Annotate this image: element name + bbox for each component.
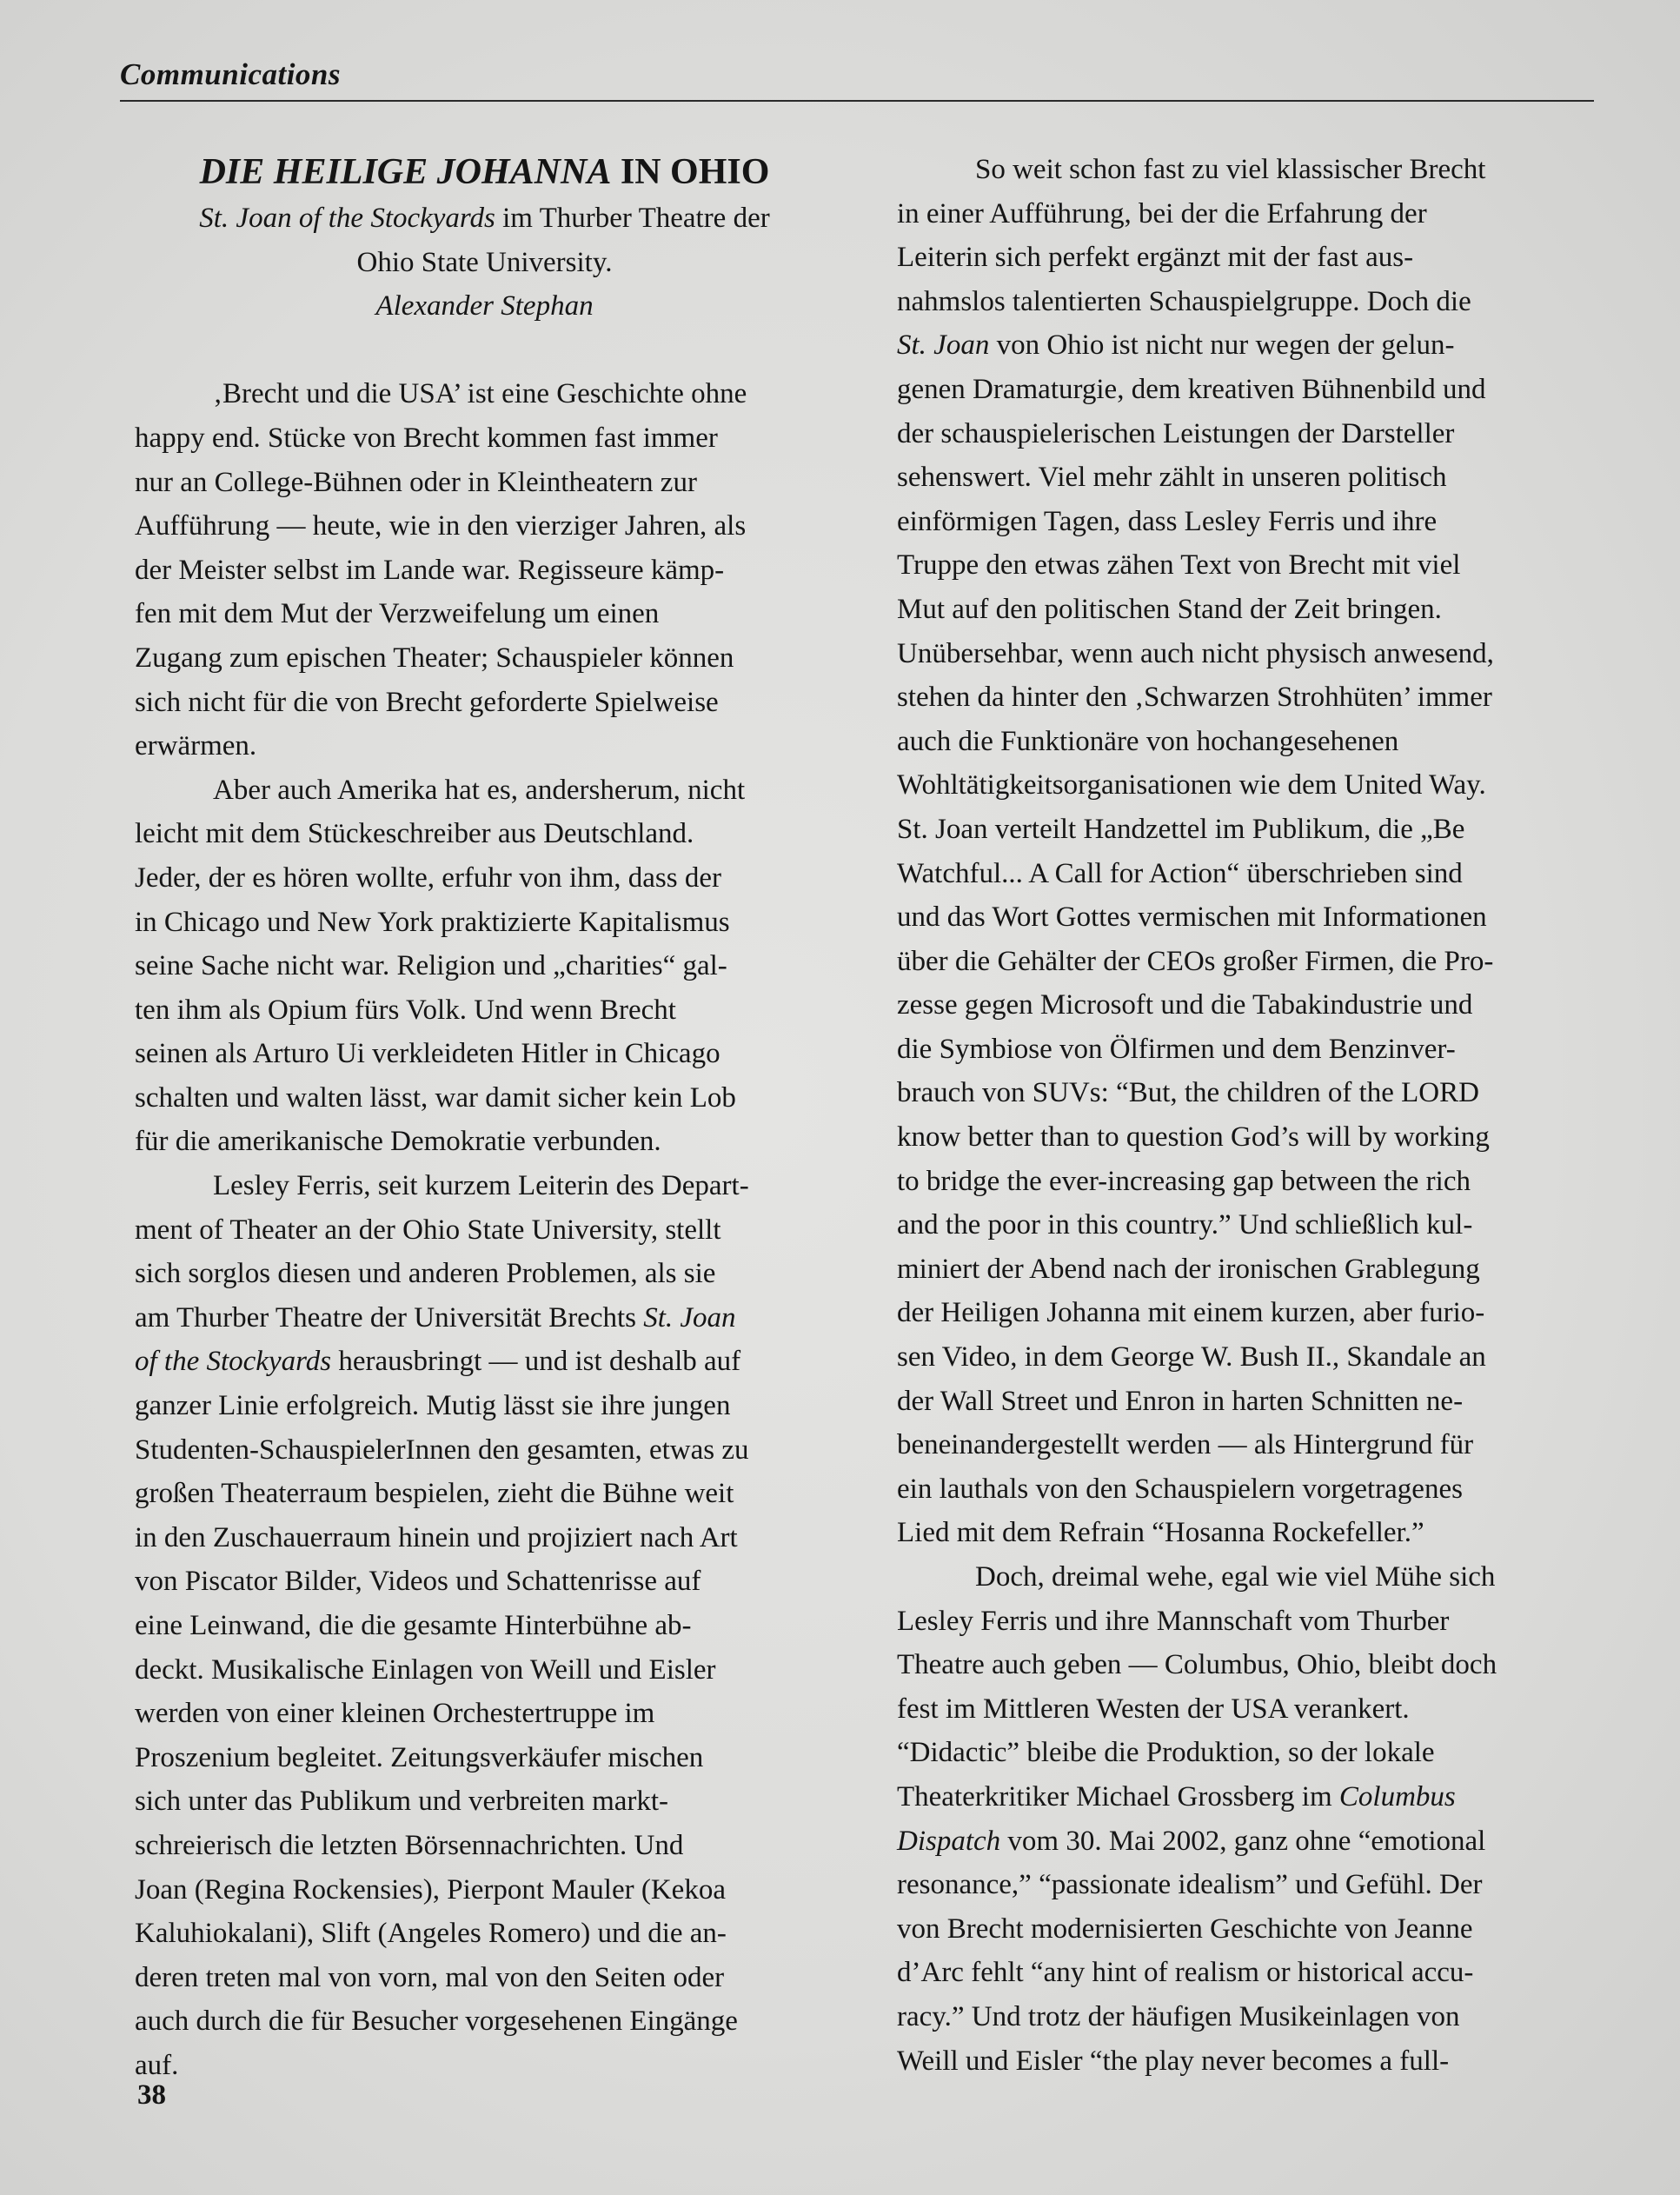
article-title-rest: IN OHIO (611, 152, 770, 192)
text-line: “Didactic” bleibe die Produktion, so der lokale (897, 1737, 1435, 1769)
text-line: in einer Aufführung, bei der die Erfahrung der (897, 197, 1427, 229)
text-line: eine Leinwand, die die gesamte Hinterbühne ab- (135, 1610, 692, 1641)
text-line: leicht mit dem Stückeschreiber aus Deutschland. (135, 818, 694, 850)
text-line: großen Theaterraum bespielen, zieht die Bühne weit (135, 1478, 734, 1510)
text-line: deren treten mal von vorn, mal von den Seiten oder (135, 1961, 725, 1993)
text-line: So weit schon fast zu viel klassischer Brecht (975, 154, 1486, 185)
text-line: nahmslos talentierten Schauspielgruppe. Doch die (897, 285, 1471, 317)
text-line: fest im Mittleren Westen der USA verankert. (897, 1693, 1410, 1725)
text-line: Theaterkritiker Michael Grossberg im Columbus (897, 1780, 1456, 1813)
text-line: auch die Funktionäre von hochangesehenen (897, 725, 1399, 757)
text-line: beneinandergestellt werden — als Hintergrund für (897, 1429, 1474, 1461)
text-line: werden von einer kleinen Orchestertruppe im (135, 1698, 655, 1730)
newspaper-title: Columbus (1338, 1780, 1456, 1813)
newspaper-title: Dispatch (897, 1825, 1001, 1857)
text-line: Unübersehbar, wenn auch nicht physisch anwesend, (897, 637, 1494, 669)
text-line: ganzer Linie erfolgreich. Mutig lässt sie ihre jungen (135, 1390, 731, 1422)
left-column (135, 148, 834, 2088)
text-line: von Brecht modernisierten Geschichte von Jeanne (897, 1912, 1473, 1945)
paragraph-3 (135, 1164, 834, 2087)
text-line: Zugang zum epischen Theater; Schauspieler können (135, 642, 734, 674)
text-line: Lesley Ferris und ihre Mannschaft vom Thurber (897, 1605, 1450, 1637)
text-line: der Wall Street und Enron in harten Schnitten ne- (897, 1385, 1464, 1417)
spacer (135, 329, 834, 373)
text-line: seinen als Arturo Ui verkleideten Hitler in Chicago (135, 1038, 720, 1070)
text-line: ten ihm als Opium fürs Volk. Und wenn Brecht (135, 994, 676, 1026)
text-line: für die amerikanische Demokratie verbunden. (135, 1126, 661, 1158)
text-line: erwärmen. (135, 730, 257, 762)
text-line: in den Zuschauerraum hinein und projiziert nach Art (135, 1521, 738, 1553)
text-line: d’Arc fehlt “any hint of realism or historical accu- (897, 1957, 1474, 1989)
text-line: deckt. Musikalische Einlagen von Weill und Eisler (135, 1653, 716, 1686)
text-line: Theatre auch geben — Columbus, Ohio, bleibt doch (897, 1649, 1497, 1681)
header-rule (120, 100, 1594, 102)
text-line: seine Sache nicht war. Religion und „charities“ gal- (135, 950, 727, 982)
text-line: Kaluhiokalani), Slift (Angeles Romero) und die an- (135, 1918, 727, 1950)
text-line: of the Stockyards herausbringt — und ist deshalb auf (135, 1346, 741, 1378)
text-line: der Meister selbst im Lande war. Regisseure kämp- (135, 554, 725, 586)
text-line: sich unter das Publikum und verbreiten markt- (135, 1786, 669, 1818)
text-line: Doch, dreimal wehe, egal wie viel Mühe sich (975, 1561, 1496, 1593)
play-title: St. Joan (897, 329, 990, 362)
play-title: St. Joan (643, 1301, 736, 1334)
text-line: and the poor in this country.” Und schließlich kul- (897, 1209, 1473, 1241)
text-line: sich nicht für die von Brecht geforderte Spielweise (135, 686, 719, 718)
text-line: einförmigen Tagen, dass Lesley Ferris und ihre (897, 505, 1438, 537)
paragraph-5 (897, 1555, 1597, 2083)
text-line: auch durch die für Besucher vorgesehenen Eingänge (135, 2005, 738, 2038)
text-line: der Heiligen Johanna mit einem kurzen, aber furio- (897, 1297, 1485, 1329)
paragraph-4 (897, 148, 1597, 1555)
text-line: Studenten-SchauspielerInnen den gesamten, etwas zu (135, 1433, 749, 1466)
play-title: St. Joan of the Stockyards (199, 203, 495, 234)
text-line: St. Joan von Ohio ist nicht nur wegen der gelun- (897, 329, 1455, 362)
running-header: Communications (120, 57, 342, 91)
text-line: St. Joan verteilt Handzettel im Publikum, die „Be (897, 813, 1465, 845)
text-line: Weill und Eisler “the play never becomes a full- (897, 2045, 1450, 2077)
article-subtitle-line-1: St. Joan of the Stockyards im Thurber Theatre der (199, 203, 770, 234)
text-line: Proszenium begleitet. Zeitungsverkäufer mischen (135, 1741, 704, 1773)
text-line: am Thurber Theatre der Universität Brechts St. Joan (135, 1301, 736, 1334)
text-line: racy.” Und trotz der häufigen Musikeinlagen von (897, 2000, 1460, 2032)
text-line: zesse gegen Microsoft und die Tabakindustrie und (897, 989, 1473, 1021)
text-line: und das Wort Gottes vermischen mit Informationen (897, 901, 1487, 934)
text-line: fen mit dem Mut der Verzweifelung um einen (135, 598, 660, 630)
text-line: Lied mit dem Refrain “Hosanna Rockefeller.” (897, 1517, 1424, 1549)
article-author: Alexander Stephan (375, 290, 594, 323)
text-line: sich sorglos diesen und anderen Problemen, als sie (135, 1258, 716, 1290)
text-line: über die Gehälter der CEOs großer Firmen, die Pro- (897, 945, 1494, 977)
text-line: ment of Theater an der Ohio State University, stellt (135, 1214, 721, 1246)
text-line: miniert der Abend nach der ironischen Grablegung (897, 1253, 1480, 1285)
text-line: Jeder, der es hören wollte, erfuhr von ihm, dass der (135, 861, 721, 894)
text-line: auf. (135, 2049, 179, 2081)
page-number: 38 (137, 2079, 166, 2111)
text-line: von Piscator Bilder, Videos und Schattenrisse auf (135, 1566, 701, 1598)
text-line: know better than to question God’s will by working (897, 1121, 1490, 1154)
paragraph-2 (135, 768, 834, 1164)
text-line: happy end. Stücke von Brecht kommen fast immer (135, 422, 718, 454)
text-line: Wohltätigkeitsorganisationen wie dem United Way. (897, 769, 1486, 802)
text-line: Watchful... A Call for Action“ überschrieben sind (897, 857, 1463, 889)
article-title (135, 148, 834, 196)
text-line: schreierisch die letzten Börsennachrichten. Und (135, 1829, 684, 1861)
text-line: schalten und walten lässt, war damit sicher kein Lob (135, 1081, 736, 1114)
text-line: brauch von SUVs: “But, the children of the LORD (897, 1077, 1479, 1109)
text-line: Dispatch vom 30. Mai 2002, ganz ohne “emotional (897, 1825, 1486, 1857)
text-line: to bridge the ever-increasing gap between the rich (897, 1165, 1471, 1197)
text-line: der schauspielerischen Leistungen der Darsteller (897, 417, 1455, 449)
text-line: Lesley Ferris, seit kurzem Leiterin des Depart- (213, 1170, 749, 1202)
paragraph-1 (135, 372, 834, 768)
text-line: Aber auch Amerika hat es, andersherum, nicht (213, 774, 746, 806)
text-line: sen Video, in dem George W. Bush II., Skandale an (897, 1341, 1486, 1374)
text-line: genen Dramaturgie, dem kreativen Bühnenbild und (897, 373, 1486, 405)
text-line: Aufführung — heute, wie in den vierziger Jahren, als (135, 510, 747, 542)
play-title: of the Stockyards (135, 1346, 332, 1378)
article-title-italic: DIE HEILIGE JOHANNA (199, 152, 612, 192)
text-line: nur an College-Bühnen oder in Kleintheatern zur (135, 466, 697, 498)
text-line: resonance,” “passionate idealism” und Gefühl. Der (897, 1869, 1483, 1901)
article-subtitle-line-2: Ohio State University. (356, 246, 613, 278)
text-line: Truppe den etwas zähen Text von Brecht mit viel (897, 549, 1461, 582)
text-line: in Chicago und New York praktizierte Kapitalismus (135, 906, 730, 938)
text-line: Joan (Regina Rockensies), Pierpont Mauler (Kekoa (135, 1873, 726, 1906)
text-line: stehen da hinter den ‚Schwarzen Strohhüten’ immer (897, 682, 1492, 714)
text-line: sehenswert. Viel mehr zählt in unseren politisch (897, 462, 1447, 494)
text-line: Leiterin sich perfekt ergänzt mit der fast aus- (897, 242, 1414, 274)
right-column (897, 148, 1597, 2083)
text-line: die Symbiose von Ölfirmen und dem Benzinver- (897, 1033, 1456, 1065)
text-line: Mut auf den politischen Stand der Zeit bringen. (897, 593, 1442, 625)
text-line: ein lauthals von den Schauspielern vorgetragenes (897, 1473, 1463, 1505)
text-line: ‚Brecht und die USA’ ist eine Geschichte ohne (213, 378, 747, 410)
